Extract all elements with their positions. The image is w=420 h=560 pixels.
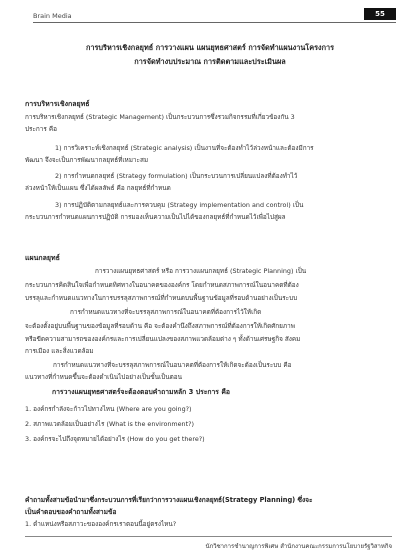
paragraph-line: การเมือง และสิ่งแวดล้อม xyxy=(25,347,94,355)
list-item: 1. ตำแหน่งหรือสภาวะขององค์กรเราตอนนี้อยู่ตรงไหน? xyxy=(25,520,177,528)
footer-divider xyxy=(25,536,392,537)
section-heading-questions-line-1: คำถามทั้งสามข้อนำมาซึ่งกระบวนการที่เรียกว่าการวางแผนเชิงกลยุทธ์(Strategy Planning) ซึ่งจะ xyxy=(25,496,313,504)
question-item-1: 1. องค์กรกำลังจะก้าวไปทางไหน (Where are you going?) xyxy=(25,405,192,413)
list-item-2-line-2: ล่วงหน้าให้เป็นแผน ซึ่งได้ผลลัพธ์ คือ กลยุทธ์ที่กำหนด xyxy=(25,184,171,192)
list-item-1-line-1: 1) การวิเคราะห์เชิงกลยุทธ์ (Strategic analysis) เป็นงานที่จะต้องทำไว้ล่วงหน้าและต้องมีการ xyxy=(55,144,314,152)
page-title-line-2: การจัดทำงบประมาณ การติดตามและประเมินผล xyxy=(134,57,286,66)
page-title-line-1: การบริหารเชิงกลยุทธ์ การวางแผน แผนยุทธศาสตร์ การจัดทำแผนงานโครงการ xyxy=(85,43,335,52)
section-heading-strategic-plan: แผนกลยุทธ์ xyxy=(25,254,60,262)
list-item-3-line-1: 3) การปฏิบัติตามกลยุทธ์และการควบคุม (Strategy implementation and control) เป็น xyxy=(55,201,304,209)
footer-author: นักวิชาการชำนาญการพิเศษ สำนักงานคณะกรรมการนโยบายรัฐวิสาหกิจ xyxy=(205,543,392,550)
list-item-1-line-2: พัฒนา จึงจะเป็นการพัฒนากลยุทธ์ที่เหมาะสม xyxy=(25,156,149,164)
header-publisher: Brain Media xyxy=(33,12,72,20)
list-item-3-line-2: กระบวนการกำหนดแผนการปฏิบัติ การมองเห็นความเป็นไปได้ของกลยุทธ์ที่กำหนดไว้เพื่อไปสู่ผล xyxy=(25,213,286,221)
header-divider xyxy=(33,22,396,23)
paragraph-line: การวางแผนยุทธศาสตร์ หรือ การวางแผนกลยุทธ์ (Strategic Planning) เป็น xyxy=(95,267,307,275)
page-number-badge: 55 xyxy=(364,8,396,20)
paragraph-line: การกำหนดแนวทางที่จะบรรลุสภาพการณ์ในอนาคตที่ต้องการไว้ให้เกิด xyxy=(70,308,262,316)
section-heading-strategic-management: การบริหารเชิงกลยุทธ์ xyxy=(25,100,90,108)
paragraph-line: บรรลุและกำหนดแนวทางในการบรรลุสภาพการณ์ที่กำหนดบนพื้นฐานข้อมูลที่รอบด้านอย่างเป็นระบบ xyxy=(25,294,298,302)
paragraph-line: หรือขีดความสามารถขององค์กรและการเปลี่ยนแปลงของสภาพแวดล้อมต่าง ๆ ทั้งด้านเศรษฐกิจ สังคม xyxy=(25,335,301,343)
paragraph-line: การบริหารเชิงกลยุทธ์ (Strategic Management) เป็นกระบวนการซึ่งรวมกิจกรรมที่เกี่ยวข้องกัน 3 xyxy=(25,113,295,121)
question-item-3: 3. องค์กรจะไปถึงจุดหมายได้อย่างไร (How do you get there?) xyxy=(25,435,205,443)
list-item-2-line-1: 2) การกำหนดกลยุทธ์ (Strategy formulation) เป็นกระบวนการเปลี่ยนแปลงที่ต้องทำไว้ xyxy=(55,172,298,180)
paragraph-line: การกำหนดแนวทางที่จะบรรลุสภาพการณ์ในอนาคตที่ต้องการให้เกิดจะต้องเป็นระบบ คือ xyxy=(53,361,292,369)
paragraph-line: แนวทางที่กำหนดขึ้นจะต้องดำเนินไปอย่างเป็นขั้นเป็นตอน xyxy=(25,373,182,381)
paragraph-line: จะต้องตั้งอยู่บนพื้นฐานของข้อมูลที่รอบด้าน คือ จะต้องคำนึงถึงสภาพการณ์ที่ต้องการให้เกิดศักยภาพ xyxy=(25,322,295,330)
section-heading-questions-line-2: เป็นคำตอบของคำถามทั้งสามข้อ xyxy=(25,508,117,516)
question-item-2: 2. สภาพแวดล้อมเป็นอย่างไร (What is the environment?) xyxy=(25,420,195,428)
paragraph-line: ประการ คือ xyxy=(25,125,57,133)
paragraph-line: กระบวนการคิดสินใจเพื่อกำหนดทิศทางในอนาคตขององค์กร โดยกำหนดสภาพการณ์ในอนาคตที่ต้อง xyxy=(25,281,299,289)
questions-heading: การวางแผนยุทธศาสตร์จะต้องตอบคำถามหลัก 3 ประการ คือ xyxy=(52,388,230,396)
